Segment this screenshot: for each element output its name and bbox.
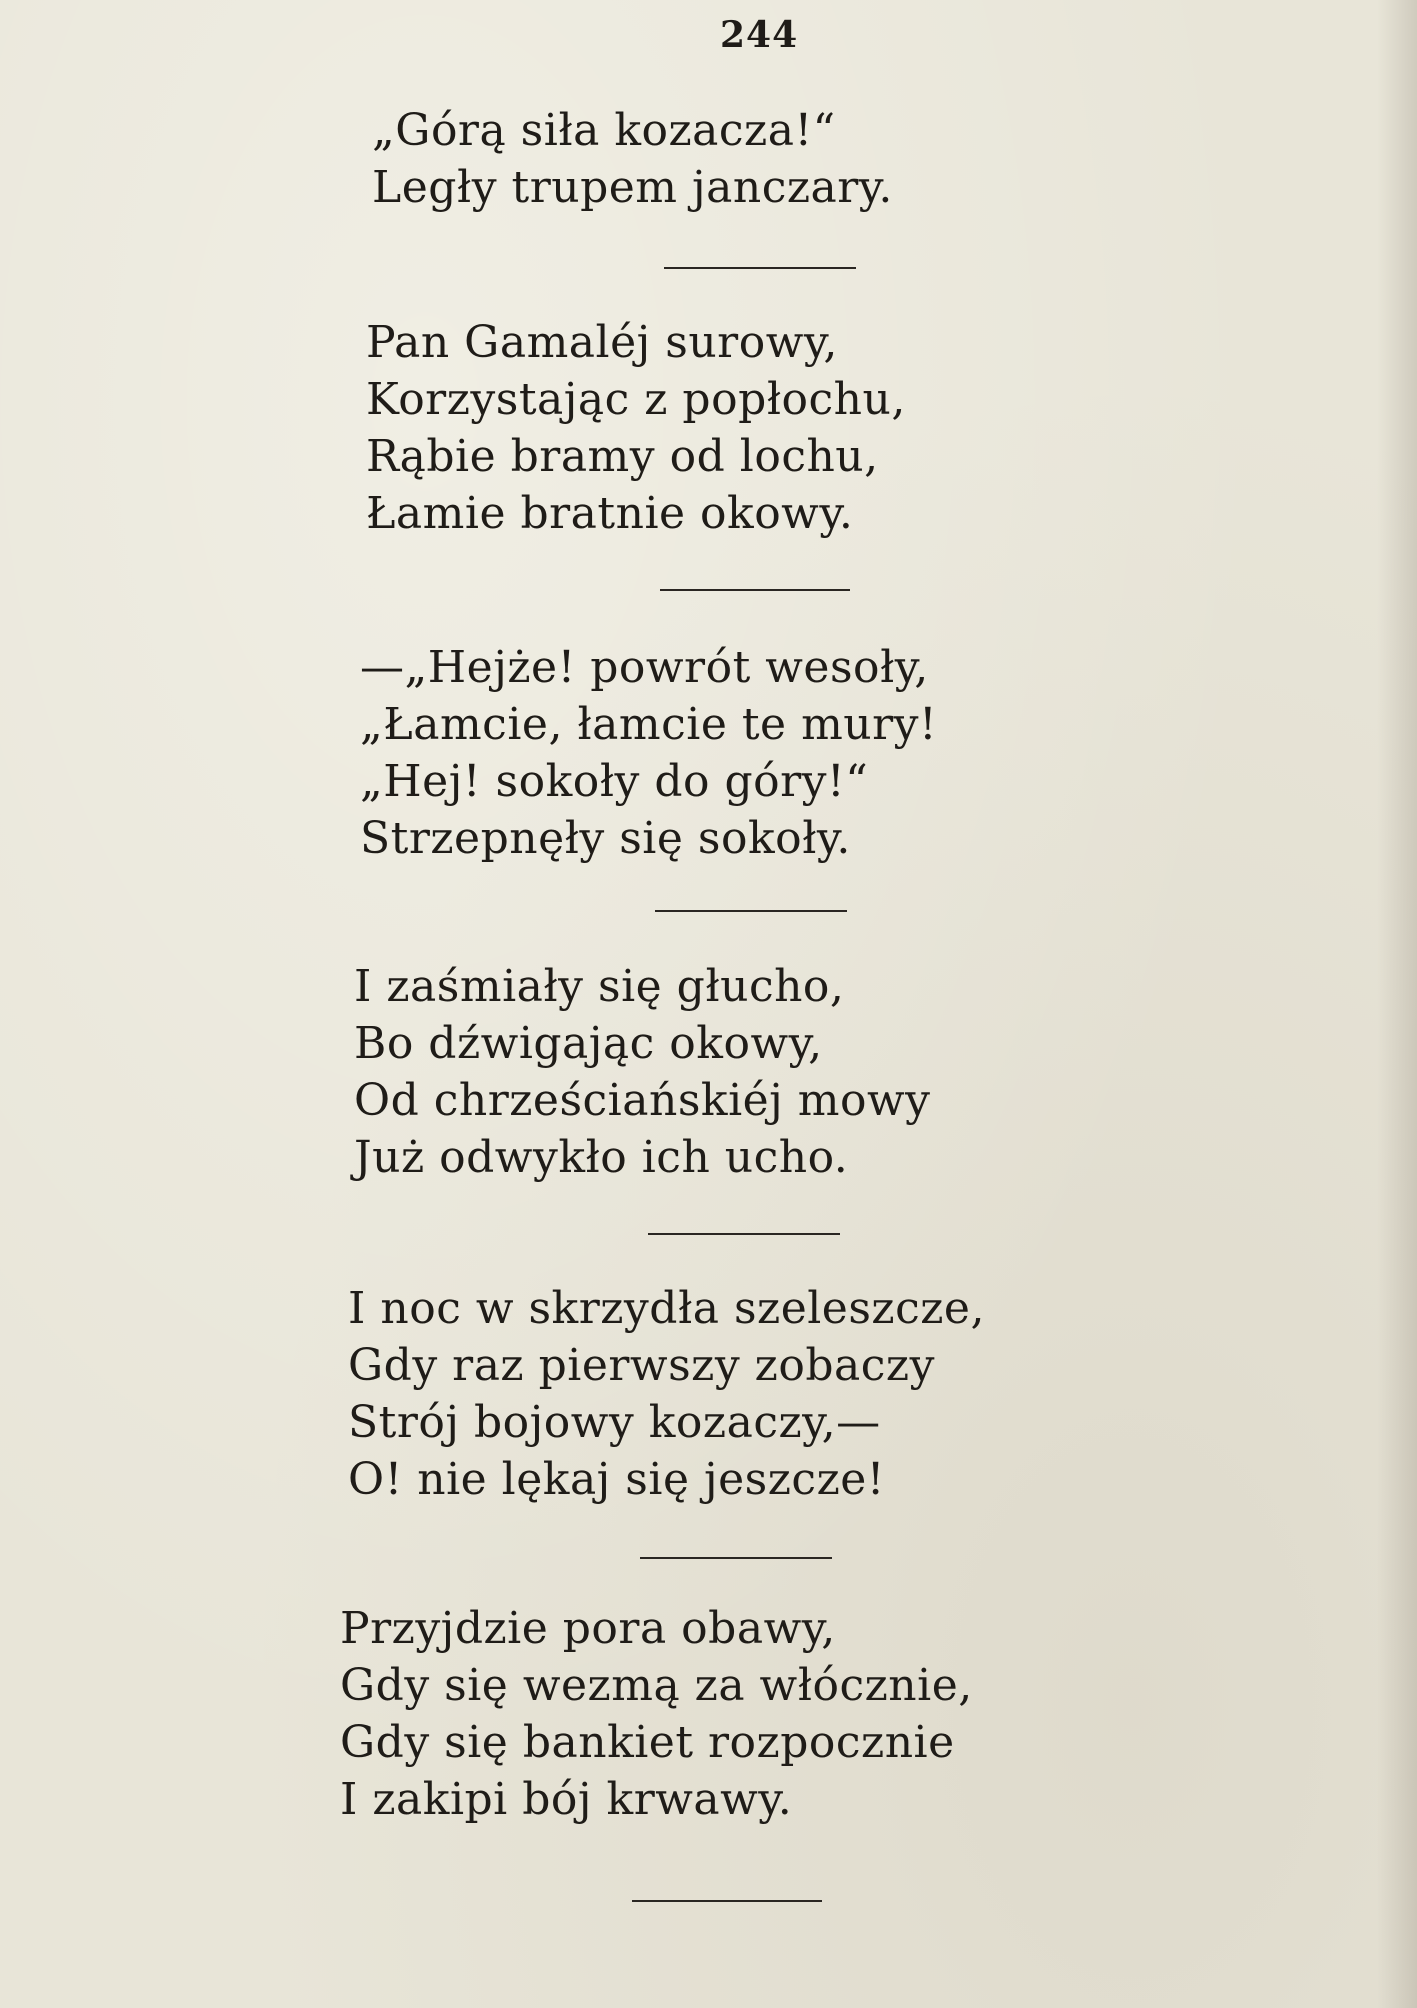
- verse-line: Już odwykło ich ucho.: [354, 1132, 849, 1183]
- stanza-divider: [660, 589, 850, 591]
- stanza-1: [372, 102, 893, 216]
- verse-line: —„Hejże! powrót wesoły,: [360, 642, 929, 693]
- stanza-5: [348, 1280, 985, 1508]
- page-edge-shadow: [1377, 0, 1417, 2008]
- verse-line: Od chrześciańskiéj mowy: [354, 1075, 931, 1126]
- stanza-divider: [648, 1233, 840, 1235]
- verse-line: Łamie bratnie okowy.: [366, 488, 854, 539]
- verse-line: Strój bojowy kozaczy,—: [348, 1397, 881, 1448]
- verse-line: Bo dźwigając okowy,: [354, 1018, 823, 1069]
- verse-line: Gdy się bankiet rozpocznie: [340, 1717, 955, 1768]
- verse-line: I zaśmiały się głucho,: [354, 961, 845, 1012]
- verse-line: „Górą siła kozacza!“: [372, 105, 836, 156]
- verse-line: Legły trupem janczary.: [372, 162, 893, 213]
- verse-line: Przyjdzie pora obawy,: [340, 1603, 836, 1654]
- verse-line: Korzystając z popłochu,: [366, 374, 906, 425]
- verse-line: „Łamcie, łamcie te mury!: [360, 699, 938, 750]
- verse-line: Gdy się wezmą za włócznie,: [340, 1660, 973, 1711]
- verse-line: I noc w skrzydła szeleszcze,: [348, 1283, 985, 1334]
- stanza-divider: [655, 910, 847, 912]
- verse-line: Rąbie bramy od lochu,: [366, 431, 879, 482]
- stanza-6: [340, 1600, 973, 1828]
- verse-line: Pan Gamaléj surowy,: [366, 317, 838, 368]
- page-number: 244: [720, 14, 799, 56]
- verse-line: O! nie lękaj się jeszcze!: [348, 1454, 885, 1505]
- stanza-divider: [640, 1557, 832, 1559]
- stanza-divider: [632, 1900, 822, 1902]
- verse-line: Gdy raz pierwszy zobaczy: [348, 1340, 935, 1391]
- verse-line: „Hej! sokoły do góry!“: [360, 756, 869, 807]
- verse-line: I zakipi bój krwawy.: [340, 1774, 793, 1825]
- stanza-4: [354, 958, 931, 1186]
- stanza-3: [360, 639, 937, 867]
- stanza-2: [366, 314, 906, 542]
- stanza-divider: [664, 267, 856, 269]
- verse-line: Strzepnęły się sokoły.: [360, 813, 851, 864]
